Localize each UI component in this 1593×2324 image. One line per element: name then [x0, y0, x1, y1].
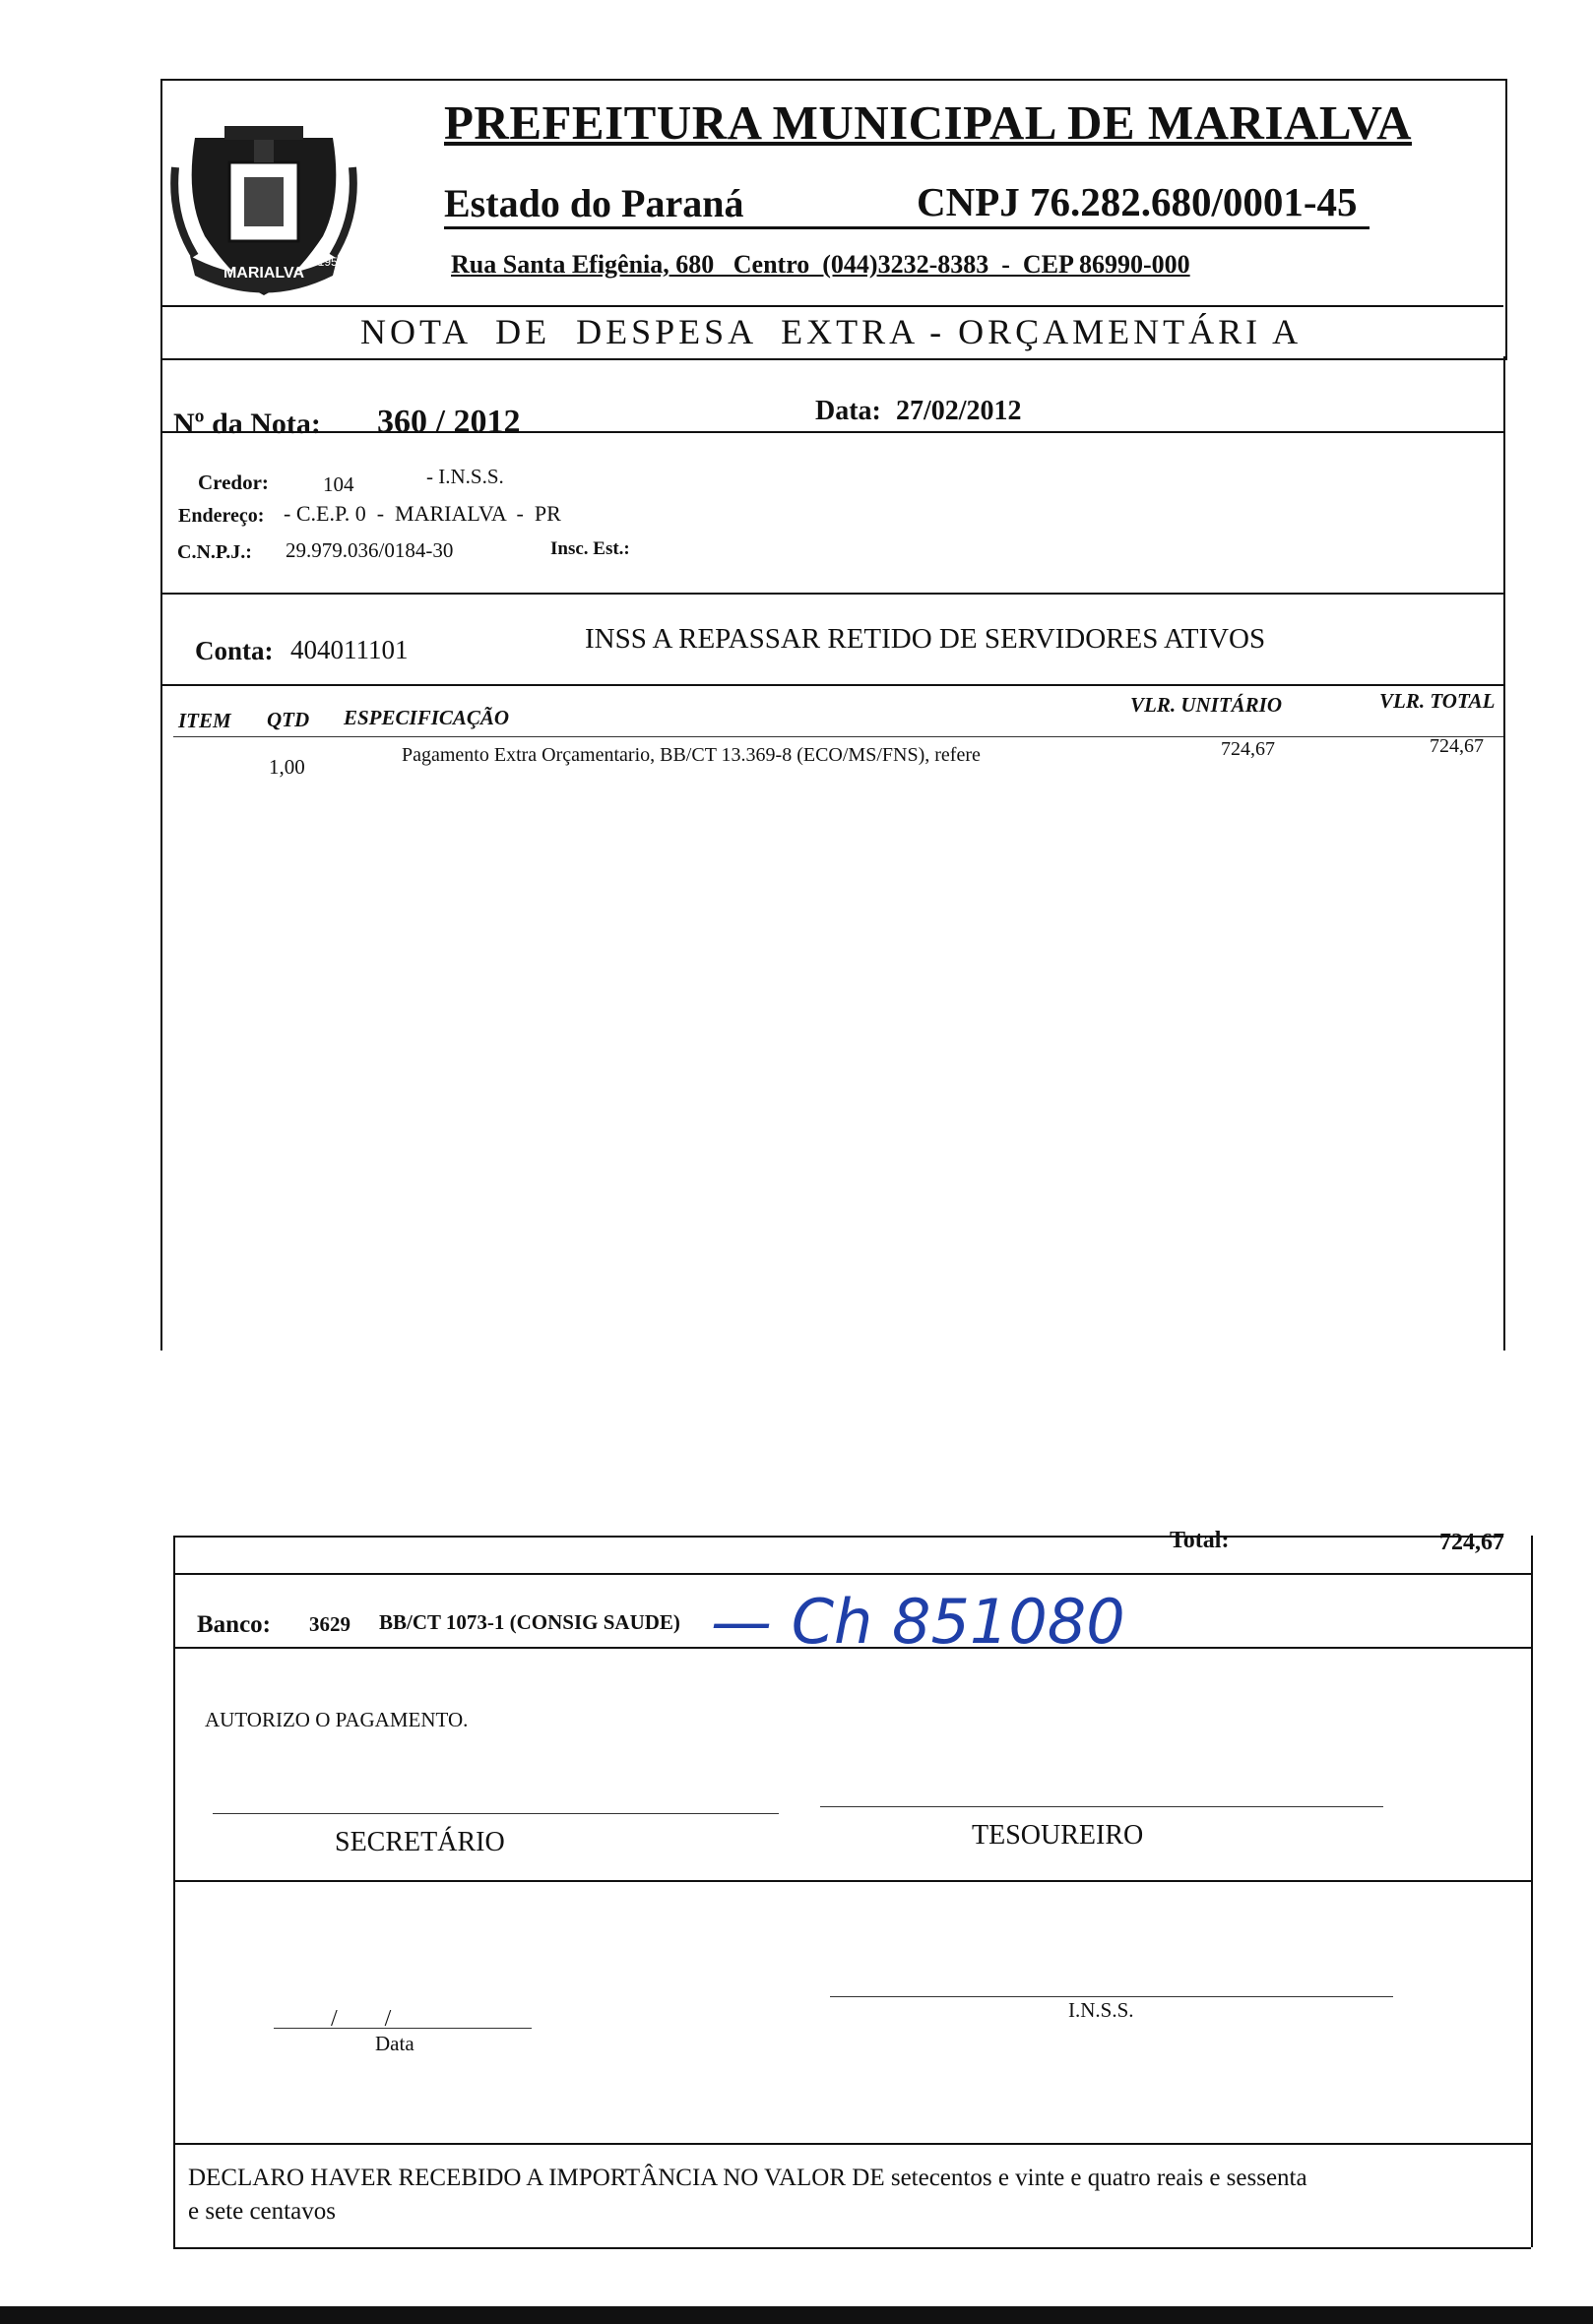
total-bottom-divider: [173, 1573, 1531, 1575]
left-border: [160, 356, 162, 1350]
col-header-spec: ESPECIFICAÇÃO: [344, 706, 510, 729]
total-top-divider: [173, 1536, 1503, 1538]
bank-label: Banco:: [197, 1611, 271, 1638]
crest-year: 1951: [317, 255, 345, 269]
creditor-name: - I.N.S.S.: [426, 465, 504, 488]
total-label: Total:: [1170, 1528, 1230, 1553]
right-border: [1503, 356, 1505, 1350]
treasurer-signature-line: [820, 1806, 1383, 1807]
secretary-label: SECRETÁRIO: [335, 1827, 505, 1857]
receipt-signer: I.N.S.S.: [1068, 1998, 1134, 2022]
bank-handwritten-check: — Ch 851080: [711, 1586, 1125, 1658]
col-header-item: ITEM: [178, 709, 231, 732]
creditor-insc-label: Insc. Est.:: [550, 538, 630, 559]
header-address: Rua Santa Efigênia, 680 Centro (044)3232-8383 - CEP 86990-000: [451, 250, 1190, 279]
header-state-underline: [444, 226, 1370, 229]
header-divider: [160, 305, 1503, 307]
declaration-text: DECLARO HAVER RECEBIDO A IMPORTÂNCIA NO VALOR DE setecentos e vinte e quatro reais e sessenta: [188, 2165, 1307, 2191]
account-number: 404011101: [290, 635, 409, 664]
header-state: Estado do Paraná: [444, 181, 744, 225]
creditor-code: 104: [323, 472, 354, 496]
col-header-qty: QTD: [267, 708, 310, 731]
bank-divider: [173, 1647, 1531, 1649]
creditor-address-value: - C.E.P. 0 - MARIALVA - PR: [284, 501, 561, 526]
account-description: INSS A REPASSAR RETIDO DE SERVIDORES ATIVOS: [585, 623, 1266, 655]
crest-label: MARIALVA: [223, 265, 305, 282]
row-unit: 724,67: [1221, 738, 1275, 760]
authorization-text: AUTORIZO O PAGAMENTO.: [205, 1708, 469, 1731]
note-number-value: 360 / 2012: [377, 404, 521, 440]
creditor-cnpj-label: C.N.P.J.:: [177, 541, 252, 563]
note-date-value: 27/02/2012: [896, 396, 1022, 426]
document-title: NOTA DE DESPESA EXTRA - ORÇAMENTÁRI A: [360, 312, 1303, 351]
secretary-signature-line: [213, 1813, 779, 1814]
header-cnpj: CNPJ 76.282.680/0001-45: [917, 179, 1358, 224]
note-divider: [160, 431, 1503, 433]
receipt-signature-line: [830, 1996, 1393, 1997]
note-date-label: Data:: [815, 396, 881, 426]
row-qty: 1,00: [269, 755, 305, 779]
creditor-label: Credor:: [198, 471, 269, 494]
receipt-date-line: [274, 2028, 532, 2029]
creditor-address-label: Endereço:: [178, 505, 265, 527]
row-spec: Pagamento Extra Orçamentario, BB/CT 13.369-8 (ECO/MS/FNS), refere: [402, 744, 981, 766]
declaration-text-continued: e sete centavos: [188, 2198, 336, 2225]
receipt-date-slashes: / /: [331, 2006, 392, 2032]
col-header-total: VLR. TOTAL: [1379, 689, 1496, 713]
bank-code: 3629: [309, 1612, 350, 1636]
receipt-date-label: Data: [375, 2032, 414, 2055]
city-crest-icon: [165, 108, 362, 305]
scan-bottom-band: [0, 2306, 1593, 2324]
account-label: Conta:: [195, 636, 274, 665]
treasurer-label: TESOUREIRO: [972, 1820, 1144, 1851]
bank-account: BB/CT 1073-1 (CONSIG SAUDE): [379, 1610, 680, 1634]
items-header-divider: [173, 736, 1503, 737]
total-value: 724,67: [1439, 1530, 1504, 1555]
receipt-divider: [173, 2143, 1531, 2145]
account-divider: [160, 684, 1503, 686]
col-header-unit: VLR. UNITÁRIO: [1130, 693, 1283, 717]
creditor-cnpj-value: 29.979.036/0184-30: [286, 538, 454, 562]
row-total: 724,67: [1430, 735, 1484, 757]
lower-right-border: [1531, 1536, 1533, 2247]
authorization-divider: [173, 1880, 1531, 1882]
note-number-label: Nº da Nota:: [173, 408, 321, 440]
declaration-bottom-border: [173, 2247, 1531, 2249]
header-title: PREFEITURA MUNICIPAL DE MARIALVA: [444, 95, 1412, 150]
lower-left-border: [173, 1536, 175, 2247]
creditor-divider: [160, 593, 1503, 595]
